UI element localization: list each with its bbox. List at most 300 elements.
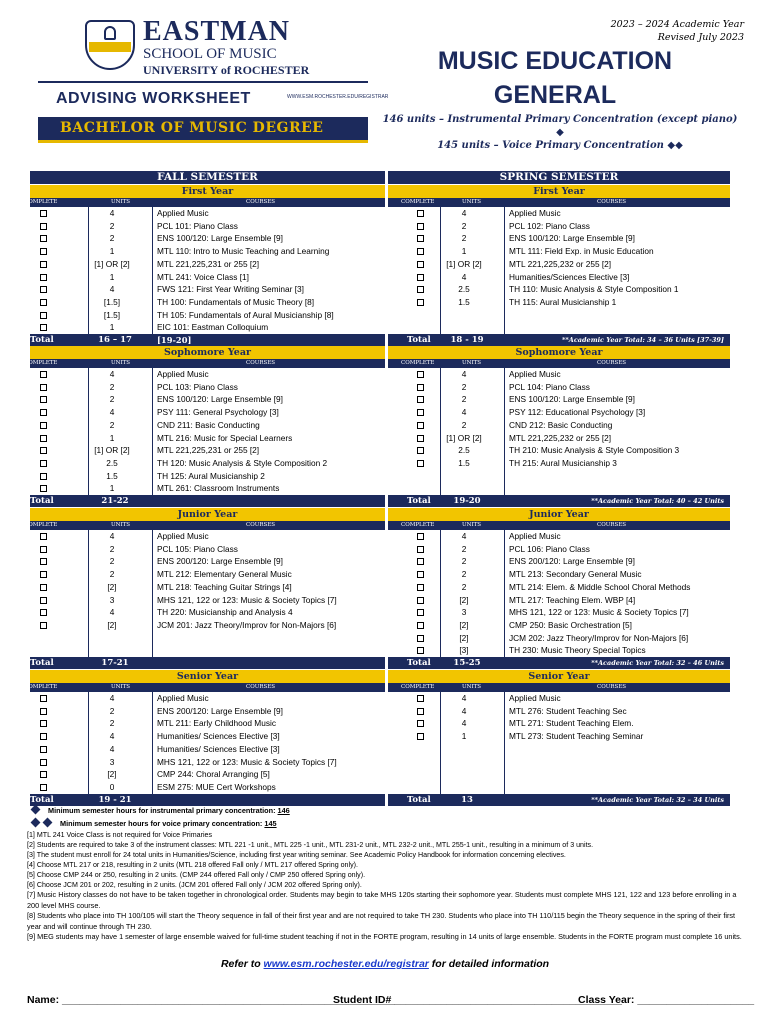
total-units: 19 - 21: [98, 794, 132, 805]
course-name: MTL 221,225,232 or 255 [2]: [509, 432, 612, 443]
complete-checkbox[interactable]: [417, 396, 424, 403]
course-units: 2: [109, 233, 115, 244]
total-label: Total: [30, 658, 54, 668]
total-row: [388, 657, 730, 669]
course-row: [30, 444, 385, 457]
course-name: CND 211: Basic Conducting: [157, 419, 260, 430]
col-units: UNITS: [462, 360, 482, 366]
course-name: MHS 121, 122 or 123: Music & Society Topics [7]: [157, 594, 337, 605]
course-row: [30, 283, 385, 296]
course-name: TH 105: Fundamentals of Aural Musicianship [8]: [157, 309, 334, 320]
complete-checkbox[interactable]: [417, 635, 424, 642]
course-units: 2: [109, 220, 115, 231]
course-name: MTL 241: Voice Class [1]: [157, 271, 249, 282]
total-row: [388, 495, 730, 507]
course-name: MHS 121, 122 or 123: Music & Society Topics [7]: [157, 756, 337, 767]
academic-year: 2023 – 2024 Academic Year: [610, 19, 744, 30]
complete-checkbox[interactable]: [40, 460, 47, 467]
total-units: 21-22: [101, 496, 129, 506]
complete-checkbox[interactable]: [40, 371, 47, 378]
complete-checkbox[interactable]: [417, 609, 424, 616]
complete-checkbox[interactable]: [417, 384, 424, 391]
complete-checkbox[interactable]: [40, 609, 47, 616]
complete-checkbox[interactable]: [40, 223, 47, 230]
complete-checkbox[interactable]: [417, 274, 424, 281]
course-name: TH 210: Music Analysis & Style Composition 3: [509, 445, 680, 456]
complete-checkbox[interactable]: [40, 622, 47, 629]
course-units: 1.5: [106, 470, 118, 481]
complete-checkbox[interactable]: [40, 235, 47, 242]
course-units: 2: [109, 419, 115, 430]
course-name: MTL 221,225,231 or 255 [2]: [157, 258, 260, 269]
course-units: 2: [461, 220, 467, 231]
academic-year-total: **Academic Year Total: 32 – 46 Units: [591, 659, 724, 667]
complete-checkbox[interactable]: [40, 485, 47, 492]
course-row: [388, 594, 730, 607]
course-row: [388, 432, 730, 445]
course-row: [388, 606, 730, 619]
year-header: Sophomore Year: [388, 346, 730, 359]
col-complete: COMPLETE: [401, 522, 435, 528]
footnote: [4] Choose MTL 217 or 218, resulting in 2 units (MTL 218 offered Fall only / MTL 217 offered Spring only).: [27, 861, 358, 869]
footnote: [2] Students are required to take 3 of the instrument classes: MTL 221 -1 unit., MTL 225 -1 unit., MTL 231-2 unit., MTL 232-2 unit., MTL 255-1 unit., resulting in a minimum of 3 units.: [27, 841, 594, 849]
total-label: Total: [407, 335, 431, 345]
course-name: Humanities/ Sciences Elective [3]: [157, 743, 280, 754]
year-header: Senior Year: [388, 670, 730, 683]
course-row: [30, 692, 385, 705]
col-complete: COMPLETE: [401, 199, 435, 205]
course-name: CND 212: Basic Conducting: [509, 419, 613, 430]
min-instrumental-label: Minimum semester hours for instrumental primary concentration:: [48, 806, 276, 815]
complete-checkbox[interactable]: [40, 435, 47, 442]
complete-checkbox[interactable]: [417, 261, 424, 268]
course-units: 1: [109, 322, 115, 333]
complete-checkbox[interactable]: [417, 435, 424, 442]
complete-checkbox[interactable]: [40, 746, 47, 753]
course-name: TH 125: Aural Musicianship 2: [157, 470, 265, 481]
program-title-line2: GENERAL: [493, 81, 617, 109]
col-courses: COURSES: [597, 199, 627, 205]
course-name: PCL 102: Piano Class: [509, 220, 590, 231]
course-row: [388, 406, 730, 419]
course-name: MHS 121, 122 or 123: Music & Society Topics [7]: [509, 607, 689, 618]
course-row: [388, 644, 730, 657]
complete-checkbox[interactable]: [40, 286, 47, 293]
course-name: Applied Music: [157, 208, 209, 218]
total-label: Total: [30, 794, 54, 805]
course-name: Applied Music: [157, 531, 209, 541]
program-title: [410, 44, 700, 112]
total-units: 17-21: [101, 658, 129, 668]
course-units: [1] OR [2]: [94, 258, 130, 269]
complete-checkbox[interactable]: [40, 210, 47, 217]
complete-checkbox[interactable]: [417, 447, 424, 454]
col-units: UNITS: [462, 522, 482, 528]
complete-checkbox[interactable]: [40, 546, 47, 553]
course-row: [30, 594, 385, 607]
course-units: 1: [109, 271, 115, 282]
min-voice-value: 145: [264, 819, 277, 828]
complete-checkbox[interactable]: [40, 473, 47, 480]
total-row: [30, 657, 385, 669]
col-courses: COURSES: [597, 684, 627, 690]
course-units: 4: [109, 731, 115, 742]
total-row: [388, 794, 730, 806]
complete-checkbox[interactable]: [40, 720, 47, 727]
course-name: TH 215: Aural Musicianship 3: [509, 457, 617, 468]
complete-checkbox[interactable]: [417, 647, 424, 654]
course-row: [30, 530, 385, 543]
footnotes: [27, 830, 742, 943]
course-row: [388, 717, 730, 730]
course-name: MTL 221,225,231 or 255 [2]: [157, 445, 260, 456]
course-row: [388, 444, 730, 457]
course-name: MTL 211: Early Childhood Music: [157, 718, 276, 729]
complete-checkbox[interactable]: [417, 299, 424, 306]
complete-checkbox[interactable]: [417, 597, 424, 604]
course-units: 4: [109, 693, 115, 703]
course-name: PCL 105: Piano Class: [157, 543, 238, 554]
course-units: [1] OR [2]: [446, 432, 482, 443]
class-year-field[interactable]: Class Year: ____________________: [578, 994, 755, 1006]
course-units: 2: [461, 381, 467, 392]
column-header-row: [24, 359, 385, 368]
course-row: [30, 705, 385, 718]
course-units: [1.5]: [103, 309, 121, 320]
course-name: ENS 100/120: Large Ensemble [9]: [157, 233, 283, 244]
complete-checkbox[interactable]: [417, 584, 424, 591]
column-header-row: [24, 521, 385, 530]
course-units: 3: [109, 594, 115, 605]
complete-checkbox[interactable]: [40, 312, 47, 319]
course-units: 2: [461, 543, 467, 554]
course-units: 4: [461, 705, 467, 716]
course-units: 3: [461, 607, 467, 618]
course-name: MTL 111: Field Exp. in Music Education: [509, 246, 654, 257]
revised-date: Revised July 2023: [657, 32, 744, 43]
complete-checkbox[interactable]: [40, 695, 47, 702]
course-row: [30, 543, 385, 556]
min-instrumental-value: 146: [277, 806, 290, 815]
complete-checkbox[interactable]: [417, 695, 424, 702]
complete-checkbox[interactable]: [40, 584, 47, 591]
course-units: 2: [109, 543, 115, 554]
total-units: 16 – 17: [98, 335, 132, 345]
min-voice: [30, 819, 277, 830]
complete-checkbox[interactable]: [40, 759, 47, 766]
academic-year-total: **Academic Year Total: 34 – 36 Units [37-39]: [562, 336, 724, 344]
complete-checkbox[interactable]: [417, 248, 424, 255]
course-units: 4: [109, 531, 115, 541]
total-label: Total: [407, 496, 431, 506]
complete-checkbox[interactable]: [417, 371, 424, 378]
refer-line: [0, 958, 770, 970]
course-name: Applied Music: [157, 693, 209, 703]
course-row: [30, 393, 385, 406]
course-units: [2]: [107, 769, 117, 780]
course-units: 2: [109, 556, 115, 567]
fall-semester-header: FALL SEMESTER: [30, 171, 385, 184]
course-units: 3: [109, 756, 115, 767]
course-row: [388, 555, 730, 568]
course-row: [388, 632, 730, 645]
course-units: 4: [461, 718, 467, 729]
course-row: [30, 232, 385, 245]
academic-year-total: **Academic Year Total: 32 – 34 Units: [591, 795, 724, 804]
complete-checkbox[interactable]: [40, 396, 47, 403]
course-row: [30, 432, 385, 445]
course-units: 2: [109, 569, 115, 580]
diamond-icon: [31, 818, 41, 828]
complete-checkbox[interactable]: [40, 447, 47, 454]
complete-checkbox[interactable]: [40, 733, 47, 740]
course-row: [388, 619, 730, 632]
col-courses: COURSES: [597, 360, 627, 366]
year-header: First Year: [388, 185, 730, 198]
footnote: [8] Students who place into TH 100/105 will start the Theory sequence in fall of their first year and are not required to take TH 230. Students who place into TH 110/115 begin the Theory sequence in the spring of their first year and will continue through TH 230.: [27, 911, 736, 931]
course-name: ENS 100/120: Large Ensemble [9]: [509, 233, 635, 244]
course-units: 1: [109, 246, 115, 257]
course-units: 2: [461, 419, 467, 430]
complete-checkbox[interactable]: [40, 784, 47, 791]
course-row: [30, 245, 385, 258]
min-instrumental: [30, 806, 290, 817]
complete-checkbox[interactable]: [417, 223, 424, 230]
complete-checkbox[interactable]: [40, 422, 47, 429]
total-row: [30, 794, 385, 806]
course-units: 4: [109, 407, 115, 418]
course-units: 4: [109, 208, 115, 218]
complete-checkbox[interactable]: [417, 720, 424, 727]
column-header-row: [24, 198, 385, 207]
course-name: MTL 212: Elementary General Music: [157, 569, 292, 580]
course-name: MTL 261: Classroom Instruments: [157, 483, 280, 494]
course-name: ENS 100/120: Large Ensemble [9]: [509, 394, 635, 405]
complete-checkbox[interactable]: [417, 235, 424, 242]
course-row: [388, 368, 730, 381]
course-row: [30, 406, 385, 419]
course-units: 4: [109, 369, 115, 379]
complete-checkbox[interactable]: [417, 733, 424, 740]
course-units: 4: [461, 208, 467, 218]
course-name: MTL 273: Student Teaching Seminar: [509, 731, 644, 742]
course-name: MTL 217: Teaching Elem. WBP [4]: [509, 594, 636, 605]
year-header: Junior Year: [30, 508, 385, 521]
total-units: 13: [461, 794, 473, 805]
course-name: MTL 213: Secondary General Music: [509, 569, 642, 580]
course-name: MTL 214: Elem. & Middle School Choral Methods: [509, 581, 691, 592]
complete-checkbox[interactable]: [417, 546, 424, 553]
course-name: PCL 104: Piano Class: [509, 381, 590, 392]
logo-university: UNIVERSITY of ROCHESTER: [143, 63, 310, 77]
year-header: Senior Year: [30, 670, 385, 683]
academic-year-total: [19-20]: [157, 335, 192, 345]
total-row: [388, 334, 730, 346]
course-units: 2: [461, 394, 467, 405]
course-name: ENS 100/120: Large Ensemble [9]: [157, 394, 283, 405]
complete-checkbox[interactable]: [40, 571, 47, 578]
course-row: [30, 381, 385, 394]
course-units: [2]: [107, 619, 117, 630]
complete-checkbox[interactable]: [40, 384, 47, 391]
total-label: Total: [407, 658, 431, 668]
course-row: [30, 555, 385, 568]
course-row: [388, 271, 730, 284]
course-row: [30, 568, 385, 581]
footnote: [3] The student must enroll for 24 total units in Humanities/Science, including first year writing seminar. See Academic Policy Handbook for information concerning electives.: [27, 851, 566, 859]
col-units: UNITS: [111, 360, 131, 366]
footnote: [6] Choose JCM 201 or 202, resulting in 2 units. (JCM 201 offered Fall only / JCM 202 offered Spring only).: [27, 881, 362, 889]
course-row: [30, 368, 385, 381]
units-instrumental: 146 units – Instrumental Primary Concentration (except piano) ◆: [382, 114, 738, 138]
course-name: ENS 200/120: Large Ensemble [9]: [157, 705, 283, 716]
course-row: [388, 258, 730, 271]
column-header-row: [388, 683, 730, 692]
refer-suffix: for detailed information: [428, 958, 550, 970]
course-name: TH 220: Musicianship and Analysis 4: [157, 607, 293, 618]
complete-checkbox[interactable]: [417, 533, 424, 540]
course-name: JCM 202: Jazz Theory/Improv for Non-Majors [6]: [509, 632, 689, 643]
registrar-link[interactable]: www.esm.rochester.edu/registrar: [263, 958, 429, 970]
student-id-field[interactable]: Student ID# _______________________________________: [333, 994, 622, 1006]
course-name: FWS 121: First Year Writing Seminar [3]: [157, 284, 304, 295]
complete-checkbox[interactable]: [40, 261, 47, 268]
course-row: [388, 232, 730, 245]
course-name: MTL 276: Student Teaching Sec: [509, 705, 627, 716]
course-name: Humanities/ Sciences Elective [3]: [157, 731, 280, 742]
total-units: 18 - 19: [450, 335, 484, 345]
course-units: 1: [109, 432, 115, 443]
advising-url: WWW.ESM.ROCHESTER.EDU/REGISTRAR: [287, 94, 389, 100]
col-courses: COURSES: [246, 522, 276, 528]
course-name: TH 120: Music Analysis & Style Composition 2: [157, 457, 328, 468]
course-name: Applied Music: [509, 208, 561, 218]
course-units: 4: [461, 407, 467, 418]
name-field[interactable]: Name: _________________________________________________________: [27, 994, 395, 1006]
course-row: [388, 568, 730, 581]
course-row: [388, 692, 730, 705]
course-row: [30, 220, 385, 233]
course-units: 1: [109, 483, 115, 494]
course-row: [30, 756, 385, 769]
logo-eastman: EASTMAN: [143, 16, 291, 47]
course-name: PCL 103: Piano Class: [157, 381, 238, 392]
course-name: MTL 218: Teaching Guitar Strings [4]: [157, 581, 292, 592]
course-name: TH 100: Fundamentals of Music Theory [8]: [157, 296, 315, 307]
course-units: 2.5: [458, 445, 470, 456]
course-name: EIC 101: Eastman Colloquium: [157, 322, 269, 333]
course-units: 2: [109, 705, 115, 716]
course-row: [30, 470, 385, 483]
course-row: [30, 207, 385, 220]
total-label: Total: [30, 335, 54, 345]
course-row: [388, 730, 730, 743]
course-units: [1] OR [2]: [446, 258, 482, 269]
course-units: [2]: [459, 594, 469, 605]
complete-checkbox[interactable]: [40, 533, 47, 540]
total-units: 15-25: [453, 658, 481, 668]
course-units: 2: [461, 233, 467, 244]
col-units: UNITS: [111, 522, 131, 528]
course-row: [388, 543, 730, 556]
course-row: [30, 419, 385, 432]
academic-year-block: [611, 18, 744, 44]
course-name: ENS 200/120: Large Ensemble [9]: [509, 556, 635, 567]
complete-checkbox[interactable]: [417, 622, 424, 629]
academic-year-total: **Academic Year Total: 40 – 42 Units: [591, 497, 724, 505]
eastman-shield-logo: [85, 20, 135, 70]
complete-checkbox[interactable]: [417, 422, 424, 429]
course-name: PCL 106: Piano Class: [509, 543, 590, 554]
complete-checkbox[interactable]: [417, 460, 424, 467]
course-units: [2]: [107, 581, 117, 592]
course-units: 4: [461, 531, 467, 541]
course-name: ENS 200/120: Large Ensemble [9]: [157, 556, 283, 567]
col-complete: COMPLETE: [401, 360, 435, 366]
course-row: [388, 381, 730, 394]
complete-checkbox[interactable]: [40, 248, 47, 255]
course-row: [30, 717, 385, 730]
unit-requirements: [380, 113, 740, 152]
course-row: [388, 530, 730, 543]
complete-checkbox[interactable]: [40, 299, 47, 306]
complete-checkbox[interactable]: [417, 571, 424, 578]
complete-checkbox[interactable]: [417, 210, 424, 217]
complete-checkbox[interactable]: [40, 708, 47, 715]
year-header: Sophomore Year: [30, 346, 385, 359]
complete-checkbox[interactable]: [40, 409, 47, 416]
degree-banner: BACHELOR OF MUSIC DEGREE: [38, 117, 368, 143]
advising-worksheet-heading: ADVISING WORKSHEET: [56, 90, 251, 107]
complete-checkbox[interactable]: [40, 558, 47, 565]
course-row: [30, 309, 385, 322]
col-courses: COURSES: [597, 522, 627, 528]
course-row: [30, 258, 385, 271]
course-name: TH 115: Aural Musicianship 1: [509, 296, 617, 307]
col-units: UNITS: [462, 684, 482, 690]
col-courses: COURSES: [246, 199, 276, 205]
complete-checkbox[interactable]: [40, 771, 47, 778]
course-units: 4: [109, 284, 115, 295]
course-units: 1: [461, 246, 467, 257]
course-row: [30, 581, 385, 594]
total-units: 19-20: [453, 496, 481, 506]
course-row: [30, 606, 385, 619]
course-name: MTL 110: Intro to Music Teaching and Learning: [157, 246, 330, 257]
complete-checkbox[interactable]: [40, 324, 47, 331]
course-name: Applied Music: [509, 693, 561, 703]
course-units: [3]: [459, 645, 469, 656]
course-row: [388, 220, 730, 233]
year-header: First Year: [30, 185, 385, 198]
col-complete: COMPLETE: [401, 684, 435, 690]
course-row: [388, 207, 730, 220]
complete-checkbox[interactable]: [417, 409, 424, 416]
course-name: ESM 275: MUE Cert Workshops: [157, 781, 276, 792]
complete-checkbox[interactable]: [417, 558, 424, 565]
course-units: 4: [109, 607, 115, 618]
complete-checkbox[interactable]: [417, 286, 424, 293]
course-units: [2]: [459, 619, 469, 630]
column-header-row: [24, 683, 385, 692]
complete-checkbox[interactable]: [40, 597, 47, 604]
col-complete: COMPLETE: [24, 360, 58, 366]
complete-checkbox[interactable]: [40, 274, 47, 281]
course-name: JCM 201: Jazz Theory/Improv for Non-Majors [6]: [157, 619, 337, 630]
complete-checkbox[interactable]: [417, 708, 424, 715]
course-name: CMP 244: Choral Arranging [5]: [157, 769, 270, 780]
footnote: [7] Music History classes do not have to be taken together in chronological order. Students may begin to take MHS 120s starting their sophomore year. Students must complete MHS 121, 122 and 123 before enrolling in a 200 level MHS course.: [27, 890, 737, 910]
